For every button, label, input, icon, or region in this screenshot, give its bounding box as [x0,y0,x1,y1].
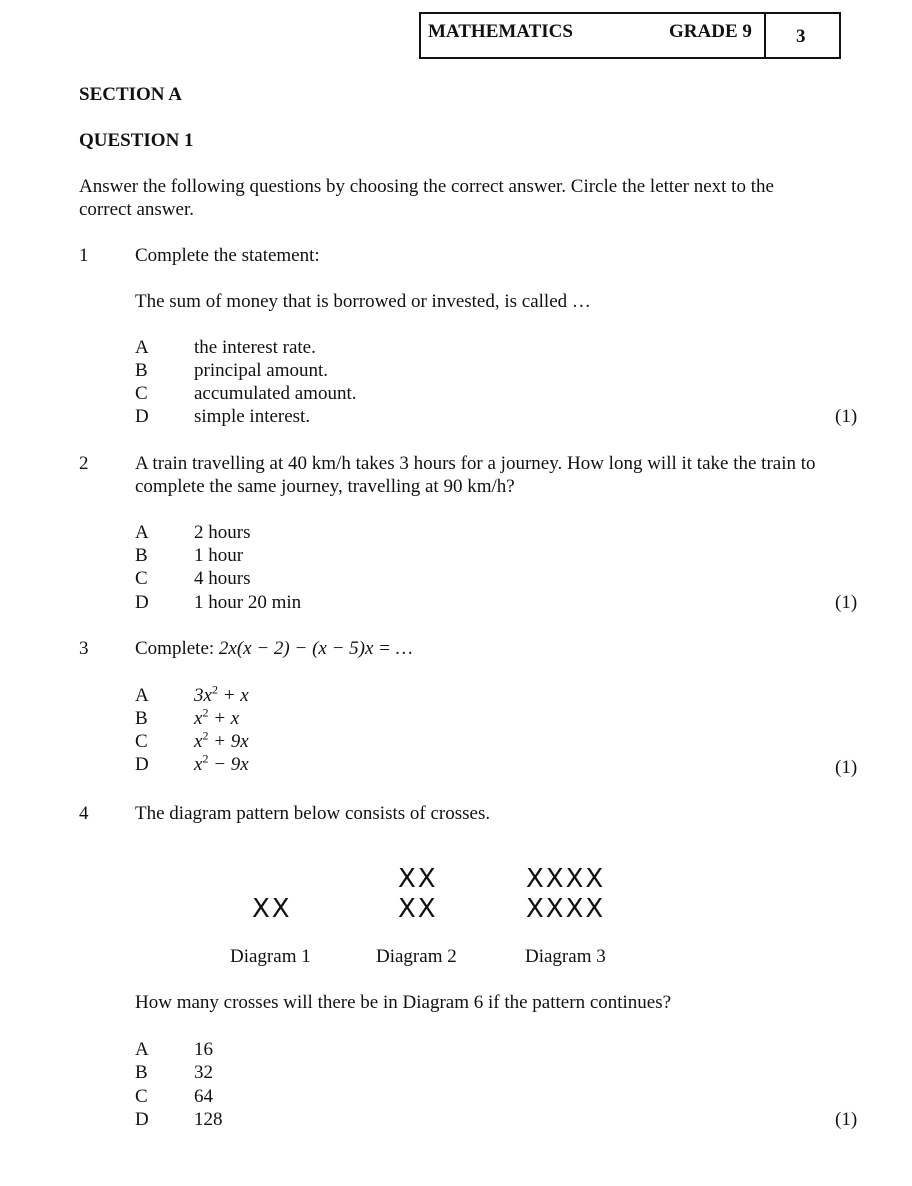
q1-option-d-text: simple interest. [194,406,311,427]
q2-option-d-text: 1 hour 20 min [194,592,302,613]
q3-option-d-letter[interactable]: D [135,754,149,775]
q2-option-d-letter[interactable]: D [135,592,149,613]
q3-stem-prefix: Complete: [135,638,215,659]
q4-option-d-letter[interactable]: D [135,1109,149,1130]
q3-number: 3 [79,638,89,659]
question-title: QUESTION 1 [79,130,194,151]
q3-option-c-rest: + 9x [208,731,249,752]
q3-option-d-base: x [194,754,203,775]
q3-stem-expression: 2x(x − 2) − (x − 5)x = … [218,638,413,659]
q3-option-a-exponent: 2 [211,682,218,697]
q3-option-d-exponent: 2 [202,751,209,766]
q3-option-c-letter[interactable]: C [135,731,148,752]
q2-option-c-letter[interactable]: C [135,568,148,589]
q3-option-a-base: 3x [194,685,212,706]
q1-option-b-text: principal amount. [194,360,329,381]
q1-option-c-text: accumulated amount. [194,383,357,404]
q3-option-c-expression [194,728,249,753]
q1-option-d-letter[interactable]: D [135,406,149,427]
q2-option-b-letter[interactable]: B [135,545,148,566]
q1-option-a-letter[interactable]: A [135,337,149,358]
q3-option-c-exponent: 2 [202,728,209,743]
q1-option-b-letter[interactable]: B [135,360,148,381]
q3-option-a-expression [194,682,249,707]
q2-option-a-letter[interactable]: A [135,522,149,543]
q1-stem-2: The sum of money that is borrowed or invested, is called … [135,291,591,312]
q2-option-a-text: 2 hours [194,522,251,543]
instructions-line-1: Answer the following questions by choosing the correct answer. Circle the letter next to the [79,176,774,197]
q3-option-d-expression [194,751,249,776]
q3-option-b-expression [194,705,240,730]
q2-option-c-text: 4 hours [194,568,251,589]
q4-option-b-letter[interactable]: B [135,1062,148,1083]
diagram-2-row-1: XX [398,864,438,894]
q4-option-d-text: 128 [194,1109,223,1130]
q1-option-c-letter[interactable]: C [135,383,148,404]
header-subject: MATHEMATICS [428,21,573,42]
q4-marks: (1) [835,1109,858,1130]
q3-option-b-rest: + x [208,708,240,729]
q1-stem: Complete the statement: [135,245,320,266]
q3-option-b-letter[interactable]: B [135,708,148,729]
section-title: SECTION A [79,84,182,105]
instructions-line-2: correct answer. [79,199,194,220]
q2-stem-line-1: A train travelling at 40 km/h takes 3 hours for a journey. How long will it take the train to [135,453,816,474]
diagram-2-label: Diagram 2 [376,946,457,967]
q3-option-c-base: x [194,731,203,752]
header-page-number: 3 [796,26,806,47]
diagram-1-label: Diagram 1 [230,946,311,967]
q1-number: 1 [79,245,89,266]
q4-option-b-text: 32 [194,1062,213,1083]
q3-option-b-base: x [194,708,203,729]
q2-stem-line-2: complete the same journey, travelling at 90 km/h? [135,476,515,497]
q3-option-a-letter[interactable]: A [135,685,149,706]
q3-option-d-rest: − 9x [208,754,249,775]
q3-option-b-exponent: 2 [202,705,209,720]
q3-marks: (1) [835,757,858,778]
q4-option-c-letter[interactable]: C [135,1086,148,1107]
q4-option-c-text: 64 [194,1086,213,1107]
q4-option-a-text: 16 [194,1039,213,1060]
q2-marks: (1) [835,592,858,613]
q1-marks: (1) [835,406,858,427]
diagram-3-row-1: XXXX [526,864,606,894]
diagram-3-row-2: XXXX [526,894,606,924]
header-divider [764,12,766,59]
q4-number: 4 [79,803,89,824]
q4-stem: The diagram pattern below consists of crosses. [135,803,491,824]
diagram-3-label: Diagram 3 [525,946,606,967]
q4-followup: How many crosses will there be in Diagram 6 if the pattern continues? [135,992,672,1013]
header-grade: GRADE 9 [669,21,752,42]
q2-number: 2 [79,453,89,474]
q4-option-a-letter[interactable]: A [135,1039,149,1060]
q3-stem [135,638,413,660]
diagram-1-row-1: XX [252,894,292,924]
q1-option-a-text: the interest rate. [194,337,316,358]
diagram-2-row-2: XX [398,894,438,924]
q2-option-b-text: 1 hour [194,545,244,566]
q3-option-a-rest: + x [217,685,249,706]
